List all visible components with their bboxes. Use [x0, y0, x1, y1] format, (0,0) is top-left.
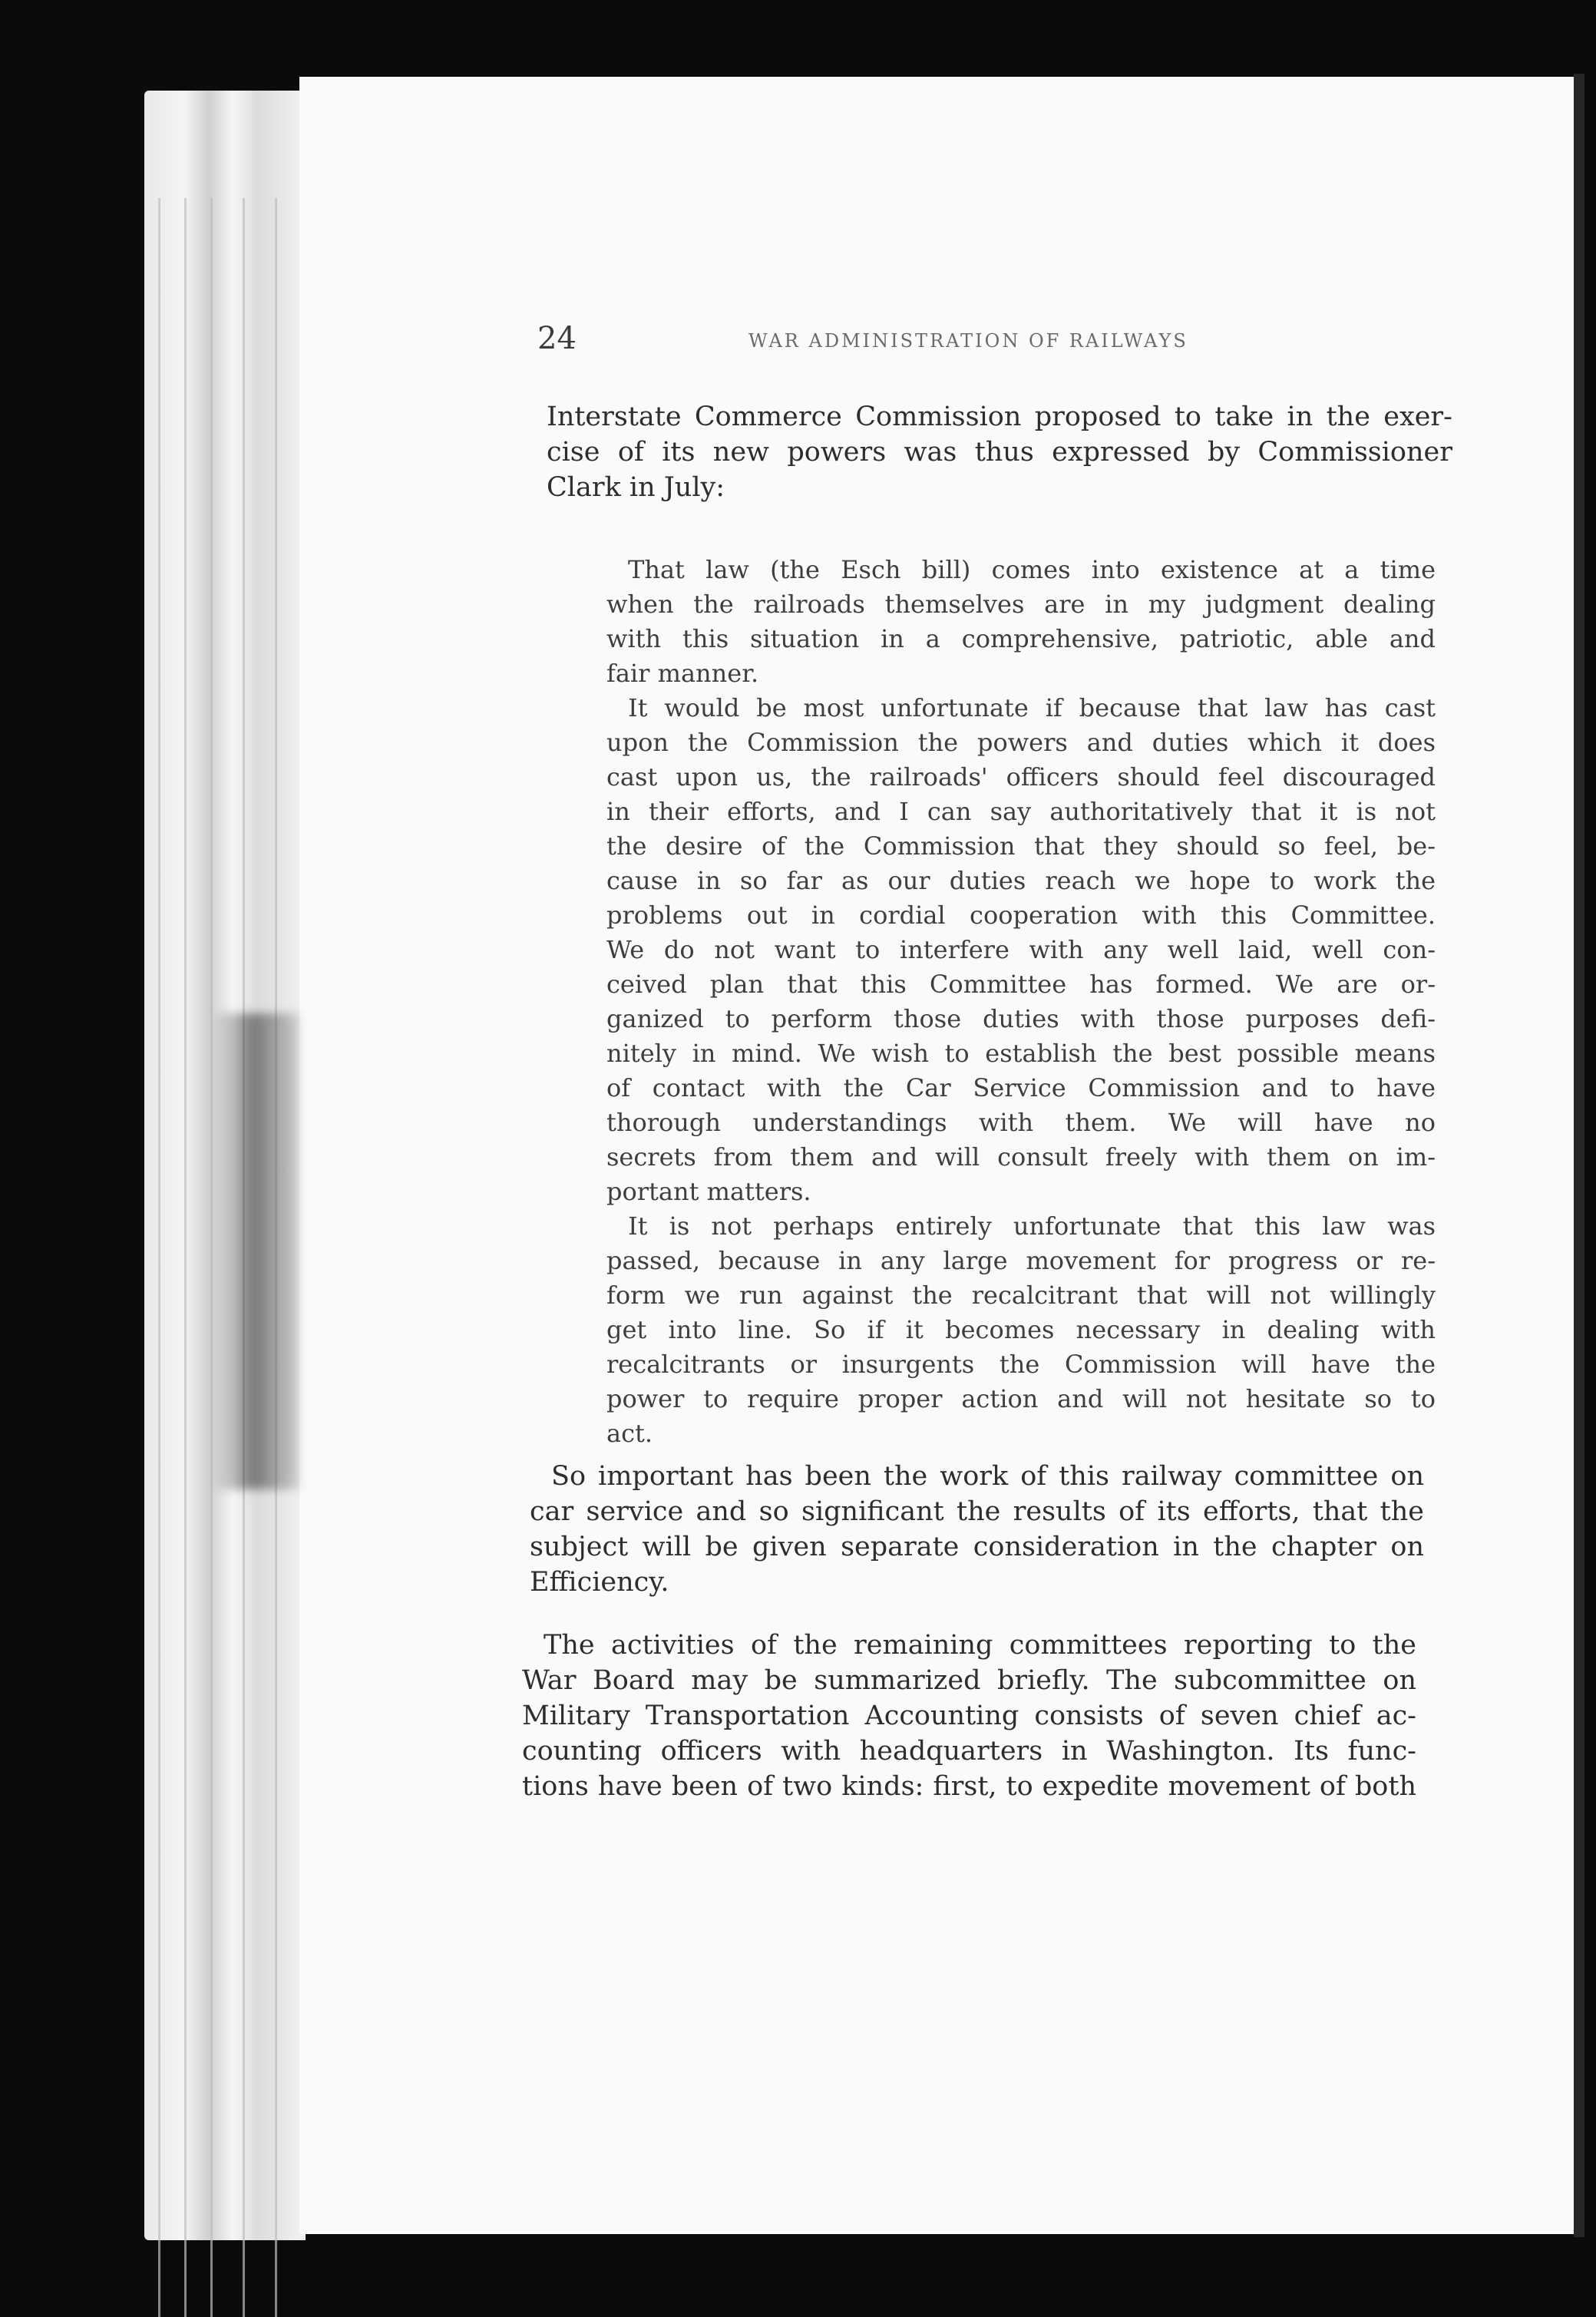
quote-line: with this situation in a comprehensive, patriotic, able and	[606, 624, 1436, 653]
page-number: 24	[537, 321, 577, 356]
quote-line: It would be most unfortunate if because that law has cast	[628, 693, 1436, 722]
text-line: counting officers with headquarters in Washington. Its func-	[522, 1736, 1416, 1767]
block-quote	[606, 553, 1436, 1451]
paragraph-committees	[522, 1628, 1416, 1804]
quote-line: get into line. So if it becomes necessary in dealing with	[606, 1315, 1436, 1344]
quote-line: thorough understandings with them. We will have no	[606, 1108, 1436, 1137]
page-shadow	[215, 1013, 299, 1489]
quote-line: problems out in cordial cooperation with this Committee.	[606, 901, 1436, 930]
quote-line: That law (the Esch bill) comes into existence at a time	[628, 555, 1436, 584]
page-edge-line	[184, 198, 187, 2317]
text-line: car service and so significant the results of its efforts, that the	[530, 1496, 1424, 1527]
running-title: WAR ADMINISTRATION OF RAILWAYS	[748, 330, 1188, 352]
text-line: Interstate Commerce Commission proposed to take in the exer-	[547, 402, 1452, 432]
quote-line: nitely in mind. We wish to establish the best possible means	[606, 1039, 1436, 1068]
quote-line: We do not want to interfere with any well laid, well con-	[606, 935, 1436, 964]
quote-line: upon the Commission the powers and duties which it does	[606, 728, 1436, 757]
text-line: So important has been the work of this railway committee on	[551, 1461, 1424, 1492]
text-line: The activities of the remaining committees reporting to the	[544, 1630, 1416, 1661]
page-right-edge	[1574, 74, 1584, 2237]
text-line: cise of its new powers was thus expressed by Commissioner	[547, 437, 1452, 468]
paragraph-intro	[547, 399, 1452, 505]
text-line: Efficiency.	[530, 1567, 669, 1598]
quote-line: It is not perhaps entirely unfortunate that this law was	[628, 1211, 1436, 1241]
quote-line: power to require proper action and will not hesitate so to	[606, 1384, 1436, 1413]
quote-line: act.	[606, 1419, 653, 1448]
paragraph-car-service	[530, 1459, 1424, 1600]
quote-line: when the railroads themselves are in my judgment dealing	[606, 590, 1436, 619]
text-line: subject will be given separate consideration in the chapter on	[530, 1532, 1424, 1562]
quote-line: fair manner.	[606, 659, 759, 688]
quote-line: cause in so far as our duties reach we hope to work the	[606, 866, 1436, 895]
page-edge-line	[158, 198, 160, 2317]
quote-line: secrets from them and will consult freely with them on im-	[606, 1142, 1436, 1172]
text-line: War Board may be summarized briefly. The subcommittee on	[522, 1665, 1416, 1696]
quote-line: recalcitrants or insurgents the Commission will have the	[606, 1350, 1436, 1379]
quote-line: in their efforts, and I can say authoritatively that it is not	[606, 797, 1436, 826]
quote-line: portant matters.	[606, 1177, 811, 1206]
quote-line: the desire of the Commission that they should so feel, be-	[606, 831, 1436, 861]
quote-line: ceived plan that this Committee has formed. We are or-	[606, 970, 1436, 999]
quote-line: form we run against the recalcitrant that will not willingly	[606, 1281, 1436, 1310]
quote-line: of contact with the Car Service Commission and to have	[606, 1073, 1436, 1102]
quote-line: ganized to perform those duties with those purposes defi-	[606, 1004, 1436, 1033]
text-line: tions have been of two kinds: first, to expedite movement of both	[522, 1771, 1416, 1802]
text-line: Military Transportation Accounting consists of seven chief ac-	[522, 1701, 1416, 1731]
page-edge-line	[210, 198, 213, 2317]
quote-line: passed, because in any large movement for progress or re-	[606, 1246, 1436, 1275]
quote-line: cast upon us, the railroads' officers should feel discouraged	[606, 762, 1436, 792]
text-line: Clark in July:	[547, 472, 725, 503]
